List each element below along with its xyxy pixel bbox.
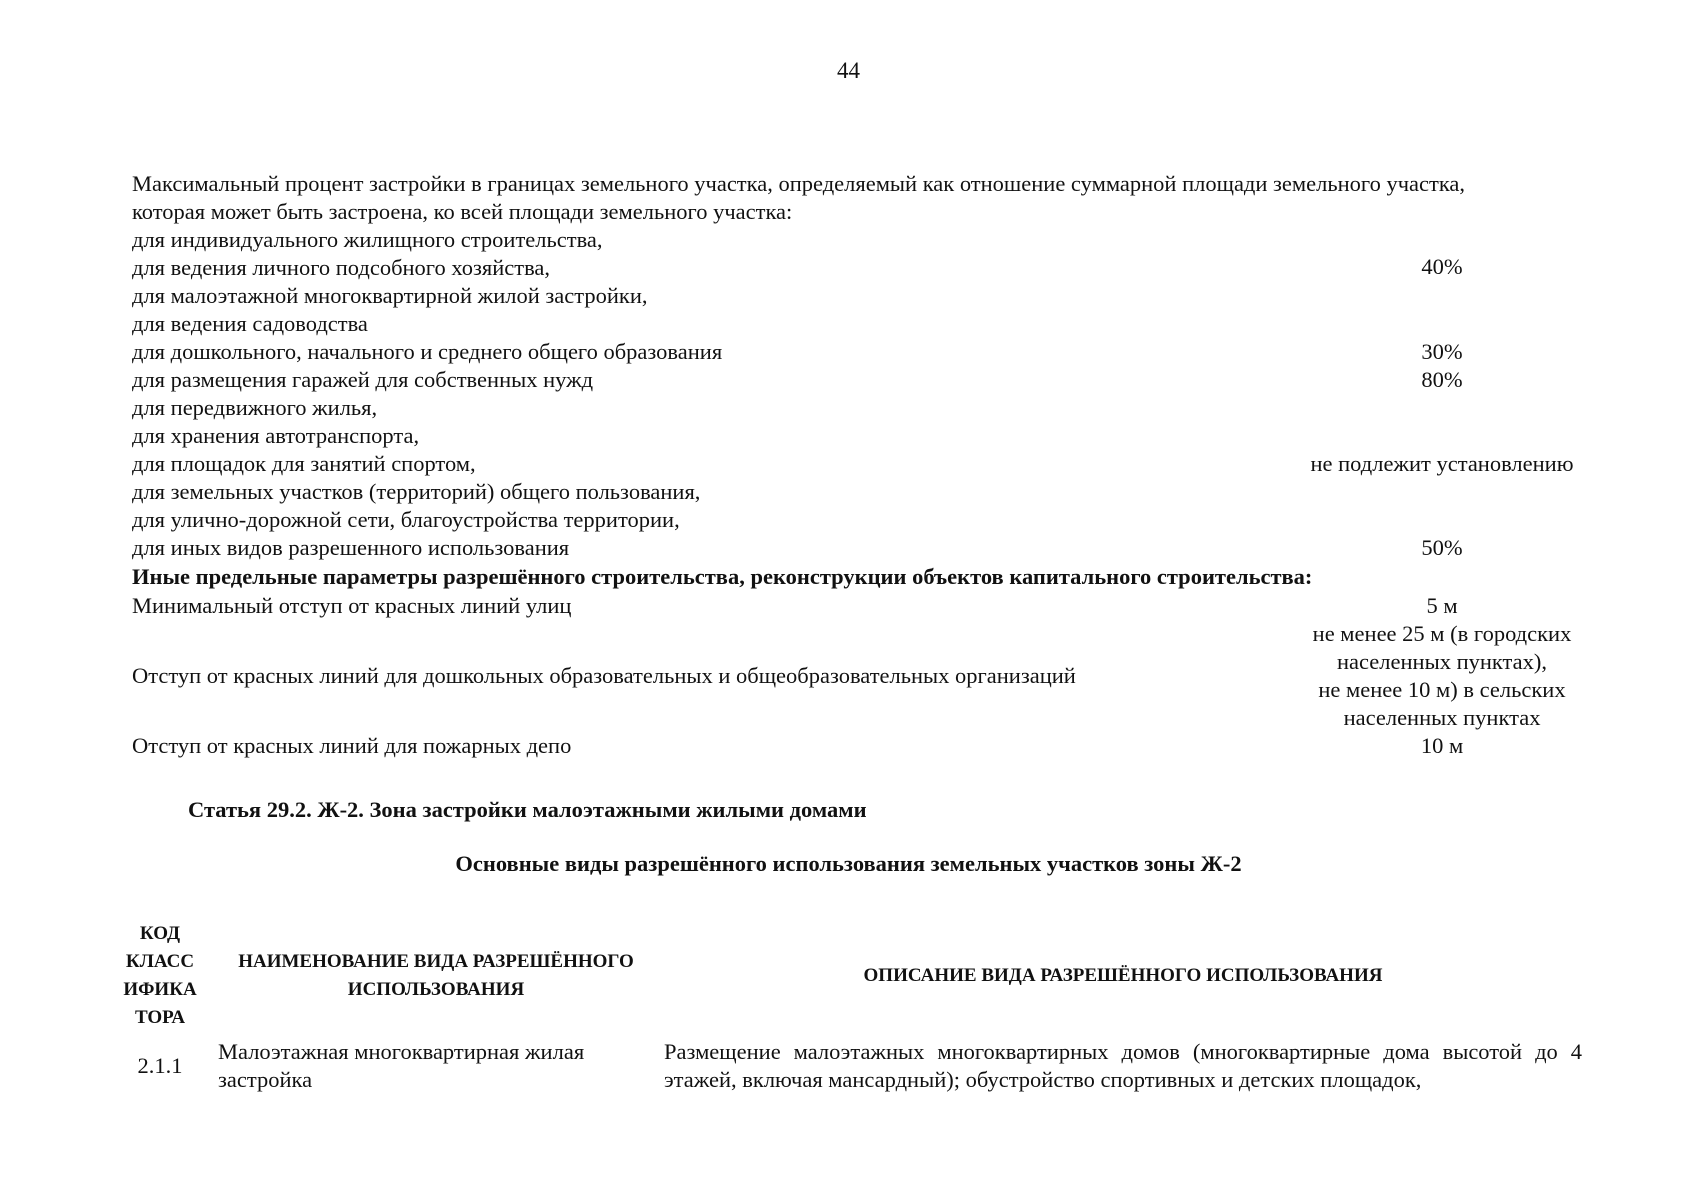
percentage-group-not-set [132,394,1592,534]
setback-row-streets [132,592,1592,620]
group-label-line: для ведения садоводства [132,311,368,336]
header-code [112,920,208,1032]
row-value: 5 м [1426,593,1458,618]
row-label: для дошкольного, начального и среднего общего образования [132,339,723,364]
header-name [208,920,664,1032]
value-line: населенных пунктах), [1337,649,1547,674]
percentage-group-residential [132,226,1592,338]
intro-line: Максимальный процент застройки в границах земельного участка, определяемый как отношение суммарной площади земельного участка, [132,171,1466,196]
header-description: ОПИСАНИЕ ВИДА РАЗРЕШЁННОГО ИСПОЛЬЗОВАНИЯ [863,965,1383,986]
percentage-row-garages [132,366,1592,394]
group-value: не подлежит установлению [1310,451,1574,476]
row-label: для иных видов разрешенного использования [132,535,570,560]
group-label-line: для земельных участков (территорий) общего пользования, [132,479,701,504]
group-label-line: для передвижного жилья, [132,395,378,420]
percentage-row-education [132,338,1592,366]
group-value: 40% [1421,254,1463,279]
group-labels [132,394,1292,534]
row-value: 80% [1421,367,1463,392]
group-label-line: для улично-дорожной сети, благоустройства территории, [132,507,680,532]
row-value: 50% [1421,535,1463,560]
row-label: Минимальный отступ от красных линий улиц [132,593,572,618]
header-line: КОД [139,923,181,944]
row-value [1292,620,1592,732]
row-name: Малоэтажная многоквартирная жилая застройка [218,1039,585,1092]
permitted-uses-table [112,920,1582,1094]
group-label-line: для площадок для занятий спортом, [132,451,476,476]
header-line: ИСПОЛЬЗОВАНИЯ [347,979,525,1000]
group-label-line: для ведения личного подсобного хозяйства, [132,255,551,280]
page-number: 44 [837,58,860,83]
header-line: НАИМЕНОВАНИЕ ВИДА РАЗРЕШЁННОГО [238,951,634,972]
row-code: 2.1.1 [137,1053,183,1078]
group-label-line: для индивидуального жилищного строительства, [132,227,603,252]
row-description: Размещение малоэтажных многоквартирных домов (многоквартирные дома высотой до 4 этажей, включая мансардный); обустройство спортивных и детских площадок, [664,1039,1582,1092]
header-line: ТОРА [134,1007,186,1028]
group-label-line: для малоэтажной многоквартирной жилой застройки, [132,283,648,308]
row-label: Отступ от красных линий для дошкольных образовательных и общеобразовательных организаций [132,663,1076,688]
row-label: для размещения гаражей для собственных нужд [132,367,594,392]
table-row [112,1032,1582,1094]
header-line: КЛАСС [125,951,195,972]
header-line: ИФИКА [123,979,197,1000]
section-title: Основные виды разрешённого использования земельных участков зоны Ж-2 [455,851,1242,876]
article-title: Статья 29.2. Ж-2. Зона застройки малоэтажными жилыми домами [188,797,867,822]
table-header-row [112,920,1582,1032]
value-line: не менее 10 м) в сельских [1318,677,1566,702]
row-value: 30% [1421,339,1463,364]
row-label: Отступ от красных линий для пожарных депо [132,733,572,758]
setback-row-fire [132,732,1592,760]
value-line: населенных пунктах [1343,705,1541,730]
intro-paragraph [132,170,1592,226]
value-line: не менее 25 м (в городских [1312,621,1572,646]
group-label-line: для хранения автотранспорта, [132,423,420,448]
percentage-row-other [132,534,1592,562]
row-value: 10 м [1420,733,1464,758]
building-parameters [132,170,1592,760]
group-labels [132,226,1292,338]
other-params-heading: Иные предельные параметры разрешённого строительства, реконструкции объектов капитального строительства: [132,564,1313,589]
setback-row-schools [132,620,1592,732]
intro-line: которая может быть застроена, ко всей площади земельного участка: [132,199,793,224]
